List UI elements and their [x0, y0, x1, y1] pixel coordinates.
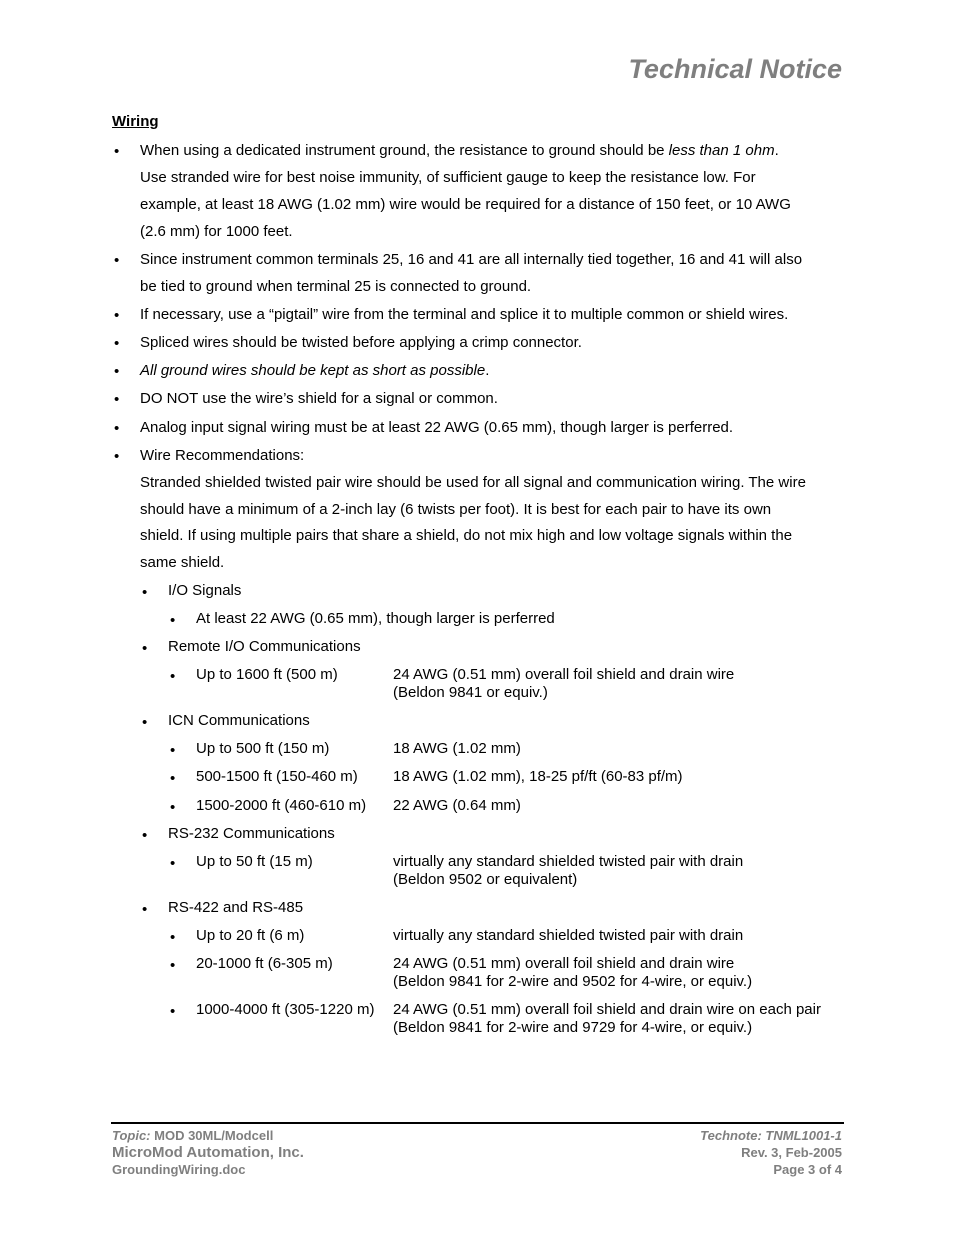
- footer-revision: Rev. 3, Feb-2005: [741, 1145, 842, 1160]
- bullet-continuation-line: Use stranded wire for best noise immunity, of sufficient gauge to keep the resistance low. For: [140, 169, 756, 186]
- bullet-point: •: [114, 307, 120, 324]
- footer-topic: [112, 1127, 304, 1144]
- bullet-continuation-line: Stranded shielded twisted pair wire should be used for all signal and communication wiring. The wire: [140, 474, 806, 491]
- footer-right: [700, 1127, 842, 1178]
- emphasis-text: less than 1 ohm: [668, 142, 775, 159]
- section-heading: Wiring: [112, 113, 159, 130]
- wire-category-label: ICN Communications: [168, 712, 310, 729]
- bullet-point: •: [114, 420, 120, 437]
- footer-left: [112, 1127, 304, 1178]
- page-title: Technical Notice: [628, 54, 842, 84]
- bullet-continuation-line: shield. If using multiple pairs that share a shield, do not mix high and low voltage signals within the: [140, 527, 793, 544]
- cable-spec: virtually any standard shielded twisted pair with drain: [393, 853, 744, 870]
- bullet-text: DO NOT use the wire’s shield for a signal or common.: [140, 390, 498, 407]
- wire-category-label: Remote I/O Communications: [168, 638, 361, 655]
- cable-distance: Up to 50 ft (15 m): [196, 853, 313, 870]
- cable-distance: Up to 20 ft (6 m): [196, 927, 305, 944]
- footer-topic-label: Topic:: [112, 1128, 151, 1143]
- cable-spec: 24 AWG (0.51 mm) overall foil shield and drain wire: [393, 955, 735, 972]
- cable-spec: virtually any standard shielded twisted pair with drain: [393, 927, 744, 944]
- bullet-continuation-line: should have a minimum of a 2-inch lay (6 twists per foot). It is best for each pair to have its own: [140, 501, 772, 518]
- emphasis-text: All ground wires should be kept as short as possible: [140, 362, 486, 379]
- cable-distance: 1000-4000 ft (305-1220 m): [196, 1001, 375, 1018]
- bullet-point: •: [142, 640, 148, 657]
- bullet-point: •: [170, 770, 176, 787]
- cable-distance: At least 22 AWG (0.65 mm), though larger is perferred: [196, 610, 555, 627]
- wire-category-label: RS-232 Communications: [168, 825, 335, 842]
- bullet-point: •: [142, 584, 148, 601]
- bullet-continuation-line: Since instrument common terminals 25, 16 and 41 are all internally tied together, 16 and 41 will also: [140, 251, 803, 268]
- bullet-continuation-line: be tied to ground when terminal 25 is connected to ground.: [140, 278, 532, 295]
- footer-topic-value: MOD 30ML/Modcell: [150, 1128, 274, 1143]
- footer-divider: [111, 1122, 844, 1124]
- cable-distance: 1500-2000 ft (460-610 m): [196, 797, 367, 814]
- wire-category-label: RS-422 and RS-485: [168, 899, 304, 916]
- cable-distance: 20-1000 ft (6-305 m): [196, 955, 333, 972]
- footer-page-number: Page 3 of 4: [773, 1162, 842, 1177]
- footer-company: MicroMod Automation, Inc.: [112, 1144, 304, 1161]
- bullet-point: •: [170, 799, 176, 816]
- bullet-point: •: [170, 855, 176, 872]
- bullet-point: •: [170, 929, 176, 946]
- cable-spec: (Beldon 9841 or equiv.): [393, 684, 548, 701]
- bullet-point: •: [114, 448, 120, 465]
- text-run: .: [485, 362, 490, 379]
- wire-category-label: I/O Signals: [168, 582, 242, 599]
- cable-distance: Up to 1600 ft (500 m): [196, 666, 338, 683]
- bullet-point: •: [170, 612, 176, 629]
- cable-spec: 18 AWG (1.02 mm): [393, 740, 521, 757]
- bullet-text: [140, 358, 489, 385]
- cable-spec: (Beldon 9841 for 2-wire and 9502 for 4-wire, or equiv.): [393, 973, 753, 990]
- bullet-continuation-line: example, at least 18 AWG (1.02 mm) wire would be required for a distance of 150 feet, or 10 AWG: [140, 196, 791, 213]
- cable-distance: Up to 500 ft (150 m): [196, 740, 330, 757]
- bullet-point: •: [114, 391, 120, 408]
- bullet-point: •: [170, 1003, 176, 1020]
- bullet-point: •: [114, 363, 120, 380]
- text-run: When using a dedicated instrument ground, the resistance to ground should be: [140, 142, 669, 159]
- bullet-point: •: [170, 957, 176, 974]
- bullet-point: •: [170, 742, 176, 759]
- bullet-point: •: [114, 143, 120, 160]
- bullet-text: Wire Recommendations:: [140, 447, 305, 464]
- cable-spec: 22 AWG (0.64 mm): [393, 797, 521, 814]
- bullet-point: •: [114, 335, 120, 352]
- bullet-continuation-line: same shield.: [140, 554, 225, 571]
- bullet-point: •: [114, 252, 120, 269]
- bullet-text: If necessary, use a “pigtail” wire from the terminal and splice it to multiple common or shield wires.: [140, 306, 789, 323]
- bullet-point: •: [170, 668, 176, 685]
- cable-distance: 500-1500 ft (150-460 m): [196, 768, 358, 785]
- cable-spec: 24 AWG (0.51 mm) overall foil shield and drain wire: [393, 666, 735, 683]
- bullet-text: Spliced wires should be twisted before applying a crimp connector.: [140, 334, 582, 351]
- bullet-point: •: [142, 714, 148, 731]
- bullet-first-line: [140, 138, 779, 165]
- bullet-point: •: [142, 827, 148, 844]
- cable-spec: (Beldon 9502 or equivalent): [393, 871, 578, 888]
- footer-technote: Technote: TNML1001-1: [700, 1128, 842, 1143]
- text-run: .: [774, 142, 779, 159]
- cable-spec: 24 AWG (0.51 mm) overall foil shield and drain wire on each pair: [393, 1001, 821, 1018]
- bullet-point: •: [142, 901, 148, 918]
- footer-filename: GroundingWiring.doc: [112, 1162, 246, 1177]
- cable-spec: 18 AWG (1.02 mm), 18-25 pf/ft (60-83 pf/m): [393, 768, 683, 785]
- bullet-continuation-line: (2.6 mm) for 1000 feet.: [140, 223, 293, 240]
- bullet-text: Analog input signal wiring must be at least 22 AWG (0.65 mm), though larger is perferred.: [140, 419, 734, 436]
- cable-spec: (Beldon 9841 for 2-wire and 9729 for 4-wire, or equiv.): [393, 1019, 753, 1036]
